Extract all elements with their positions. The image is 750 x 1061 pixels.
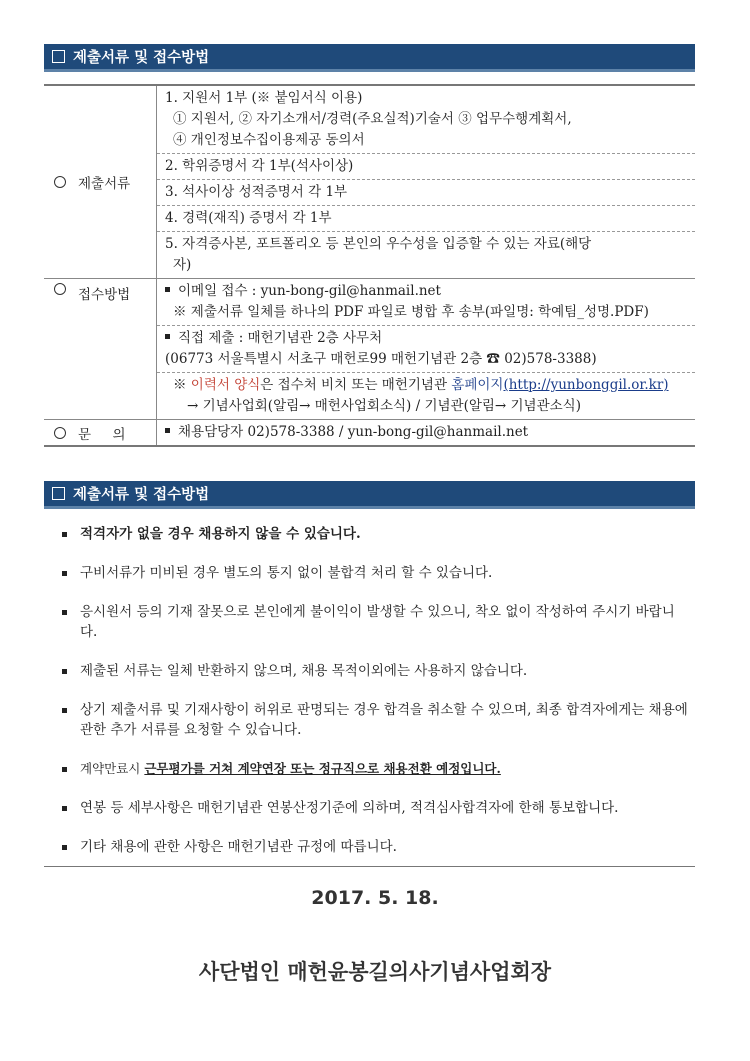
note-item: 구비서류가 미비된 경우 별도의 통지 없이 불합격 처리 할 수 있습니다.	[62, 563, 690, 583]
circle-bullet-icon	[54, 427, 66, 439]
row-documents	[44, 86, 695, 278]
note-item-contract: 계약만료시 근무평가를 거쳐 계약연장 또는 정규직으로 채용전환 예정입니다.	[62, 759, 690, 779]
square-bullet-icon	[62, 532, 67, 537]
document-date: 2017. 5. 18.	[311, 887, 439, 909]
inquiry-contact: 채용담당자 02)578-3388 / yun-bong-gil@hanmail.net	[157, 420, 695, 445]
resume-form-text: 이력서 양식	[190, 377, 261, 393]
square-bullet-icon	[165, 334, 170, 339]
doc-item-5: 5. 자격증사본, 포트폴리오 등 본인의 우수성을 입증할 수 있는 자료(해당 자)	[157, 231, 695, 278]
note-item: 제출된 서류는 일체 반환하지 않으며, 채용 목적이외에는 사용하지 않습니다.	[62, 661, 690, 681]
note-item: 적격자가 없을 경우 채용하지 않을 수 있습니다.	[62, 524, 690, 544]
square-bullet-icon	[62, 571, 67, 576]
square-bullet-icon	[165, 287, 170, 292]
email-link[interactable]: 이메일 접수 : yun-bong-gil@hanmail.net	[178, 283, 441, 299]
row-label-method: 접수방법	[44, 279, 157, 419]
doc-item-1: 1. 지원서 1부 (※ 붙임서식 이용) ① 지원서, ② 자기소개서/경력(주요실적)기술서 ③ 업무수행계획서, ④ 개인정보수집이용제공 동의서	[165, 90, 572, 148]
square-bullet-icon	[62, 845, 67, 850]
form-note: ※ 이력서 양식은 접수처 비치 또는 매헌기념관 홈페이지(http://yunbonggil.or.kr) → 기념사업회(알림→ 매헌사업회소식) / 기념관(알림→ 기념관소식)	[157, 372, 695, 419]
homepage-text: 홈페이지	[451, 377, 504, 393]
note-item: 연봉 등 세부사항은 매헌기념관 연봉산정기준에 의하며, 적격심사합격자에 한해 통보합니다.	[62, 798, 690, 818]
checkbox-square-icon	[52, 50, 65, 63]
divider	[44, 866, 695, 867]
square-bullet-icon	[62, 669, 67, 674]
note-item: 기타 채용에 관한 사항은 매헌기념관 규정에 따릅니다.	[62, 837, 690, 857]
notes-list	[62, 524, 690, 876]
homepage-url-link[interactable]: (http://yunbonggil.or.kr)	[503, 377, 669, 393]
circle-bullet-icon	[54, 176, 66, 188]
row-method	[44, 278, 695, 419]
doc-item-2: 2. 학위증명서 각 1부(석사이상)	[157, 153, 695, 179]
square-bullet-icon	[62, 610, 67, 615]
section-title: 제출서류 및 접수방법	[73, 487, 210, 503]
doc-item-4: 4. 경력(재직) 증명서 각 1부	[157, 205, 695, 231]
organization-name: 사단법인 매헌윤봉길의사기념사업회장	[198, 960, 552, 984]
section-header-notes	[44, 481, 695, 509]
checkbox-square-icon	[52, 487, 65, 500]
note-item: 응시원서 등의 기재 잘못으로 본인에게 불이익이 발생할 수 있으니, 착오 없이 작성하여 주시기 바랍니다.	[62, 602, 690, 642]
direct-submission: 직접 제출 : 매헌기념관 2층 사무처 (06773 서울특별시 서초구 매헌로99 매헌기념관 2층 ☎ 02)578-3388)	[157, 325, 695, 372]
row-label-documents: 제출서류	[44, 86, 157, 278]
square-bullet-icon	[62, 806, 67, 811]
square-bullet-icon	[62, 767, 67, 772]
section-title: 제출서류 및 접수방법	[73, 50, 210, 66]
submission-table	[44, 84, 695, 447]
square-bullet-icon	[62, 708, 67, 713]
note-item: 상기 제출서류 및 기재사항이 허위로 판명되는 경우 합격을 취소할 수 있으며, 최종 합격자에게는 채용에 관한 추가 서류를 요청할 수 있습니다.	[62, 700, 690, 740]
doc-item-3: 3. 석사이상 성적증명서 각 1부	[157, 179, 695, 205]
row-inquiry	[44, 419, 695, 445]
email-submission: 이메일 접수 : yun-bong-gil@hanmail.net ※ 제출서류 일체를 하나의 PDF 파일로 병합 후 송부(파일명: 학예팀_성명.PDF)	[157, 279, 695, 325]
circle-bullet-icon	[54, 283, 66, 295]
section-header-submission	[44, 44, 695, 72]
square-bullet-icon	[165, 428, 170, 433]
row-label-inquiry: 문 의	[44, 420, 157, 445]
